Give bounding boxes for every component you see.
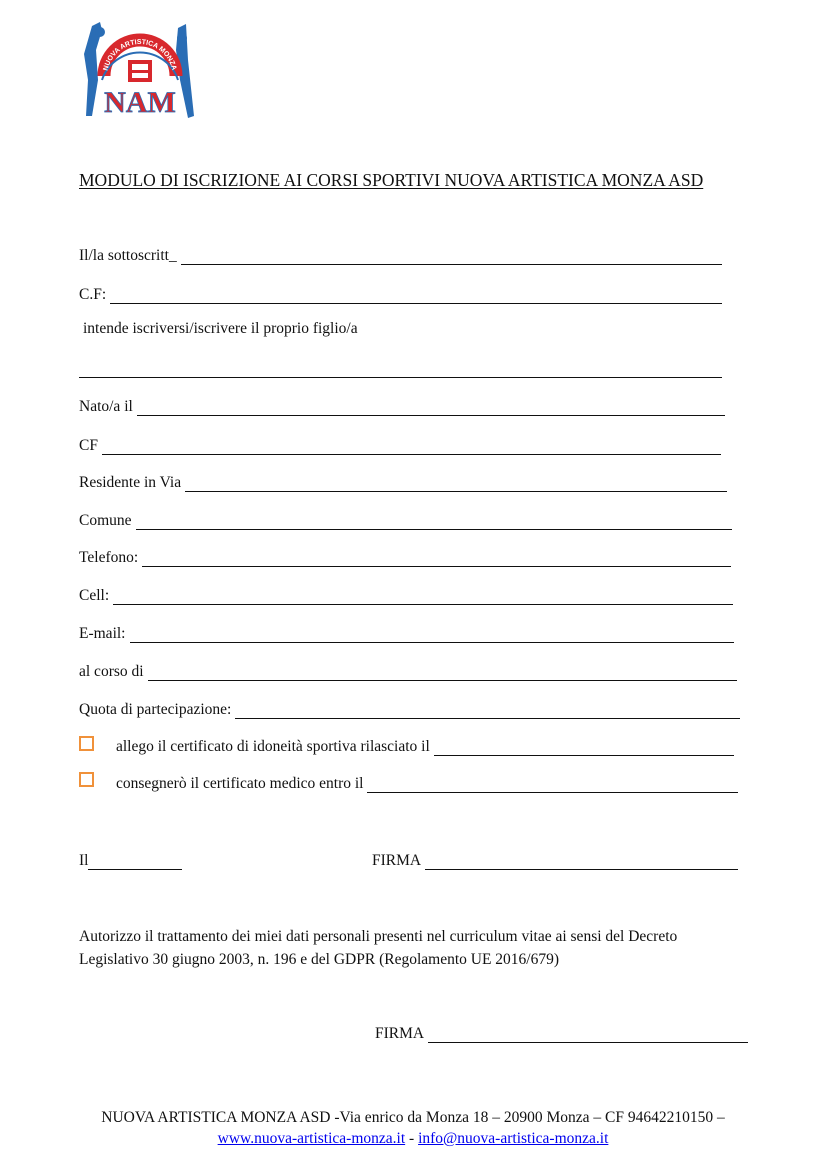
field-consegnero-line[interactable] — [367, 778, 738, 793]
field-cf-2-line[interactable] — [102, 440, 721, 455]
footer-address: NUOVA ARTISTICA MONZA ASD -Via enrico da Monza 18 – 20900 Monza – CF 94642210150 – — [101, 1109, 725, 1126]
field-cell-line[interactable] — [113, 590, 733, 605]
field-quota-line[interactable] — [235, 704, 740, 719]
field-figlio-line[interactable] — [79, 363, 722, 378]
date-label: Il — [79, 852, 89, 869]
field-allego[interactable] — [116, 734, 734, 756]
field-nato[interactable] — [79, 394, 725, 416]
footer-links — [0, 1128, 826, 1149]
field-sottoscritto[interactable] — [79, 243, 722, 265]
field-nato-label: Nato/a il — [79, 398, 133, 415]
privacy-consent — [79, 925, 759, 971]
checkbox-allego-label: allego il certificato di idoneità sportiva rilasciato il — [116, 738, 430, 755]
field-comune-line[interactable] — [136, 515, 732, 530]
website-link[interactable]: www.nuova-artistica-monza.it — [217, 1130, 406, 1147]
field-email-label: E-mail: — [79, 625, 126, 642]
field-email-line[interactable] — [130, 628, 735, 643]
field-corso-label: al corso di — [79, 663, 144, 680]
logo-letters: NAM — [104, 86, 176, 119]
field-firma-2-line[interactable] — [428, 1028, 748, 1043]
firma-1-label: FIRMA — [372, 852, 422, 869]
field-telefono-label: Telefono: — [79, 549, 139, 566]
footer — [0, 1107, 826, 1149]
field-telefono[interactable] — [79, 545, 731, 567]
field-residente[interactable] — [79, 470, 727, 492]
field-cf-1[interactable] — [79, 282, 722, 304]
field-cf-1-line[interactable] — [110, 289, 722, 304]
field-cf-2[interactable] — [79, 433, 721, 455]
field-date-line[interactable] — [88, 855, 182, 870]
field-cell-label: Cell: — [79, 587, 110, 604]
field-cell[interactable] — [79, 583, 733, 605]
field-comune[interactable] — [79, 508, 732, 530]
firma-2-label: FIRMA — [375, 1025, 425, 1042]
field-allego-line[interactable] — [434, 741, 734, 756]
field-residente-line[interactable] — [185, 477, 727, 492]
field-sottoscritto-line[interactable] — [181, 250, 722, 265]
field-date[interactable] — [79, 848, 182, 870]
consent-line-2: Legislativo 30 giugno 2003, n. 196 e del GDPR (Regolamento UE 2016/679) — [79, 951, 560, 968]
field-firma-1[interactable] — [372, 848, 738, 870]
field-consegnero[interactable] — [116, 771, 738, 793]
field-cf-1-label: C.F: — [79, 286, 107, 303]
checkbox-allego[interactable] — [79, 736, 94, 751]
field-quota[interactable] — [79, 697, 740, 719]
field-comune-label: Comune — [79, 512, 132, 529]
field-figlio[interactable] — [79, 356, 722, 378]
email-link[interactable]: info@nuova-artistica-monza.it — [418, 1130, 609, 1147]
nam-logo — [78, 20, 202, 126]
field-sottoscritto-label: Il/la sottoscritt_ — [79, 247, 177, 264]
checkbox-consegnero-label: consegnerò il certificato medico entro il — [116, 775, 364, 792]
field-firma-1-line[interactable] — [425, 855, 738, 870]
field-corso[interactable] — [79, 659, 737, 681]
checkbox-consegnero[interactable] — [79, 772, 94, 787]
field-firma-2[interactable] — [375, 1021, 748, 1043]
field-email[interactable] — [79, 621, 734, 643]
field-quota-label: Quota di partecipazione: — [79, 701, 232, 718]
intende-text: intende iscriversi/iscrivere il proprio figlio/a — [83, 320, 358, 337]
field-nato-line[interactable] — [137, 401, 725, 416]
field-residente-label: Residente in Via — [79, 474, 182, 491]
field-corso-line[interactable] — [148, 666, 737, 681]
form-title: MODULO DI ISCRIZIONE AI CORSI SPORTIVI NUOVA ARTISTICA MONZA ASD — [79, 170, 704, 190]
field-cf-2-label: CF — [79, 437, 98, 454]
logo-ring-text: NUOVA ARTISTICA MONZA — [102, 38, 178, 72]
footer-separator: - — [409, 1130, 415, 1147]
consent-line-1: Autorizzo il trattamento dei miei dati personali presenti nel curriculum vitae ai sensi del Decreto — [79, 928, 678, 945]
field-telefono-line[interactable] — [142, 552, 731, 567]
